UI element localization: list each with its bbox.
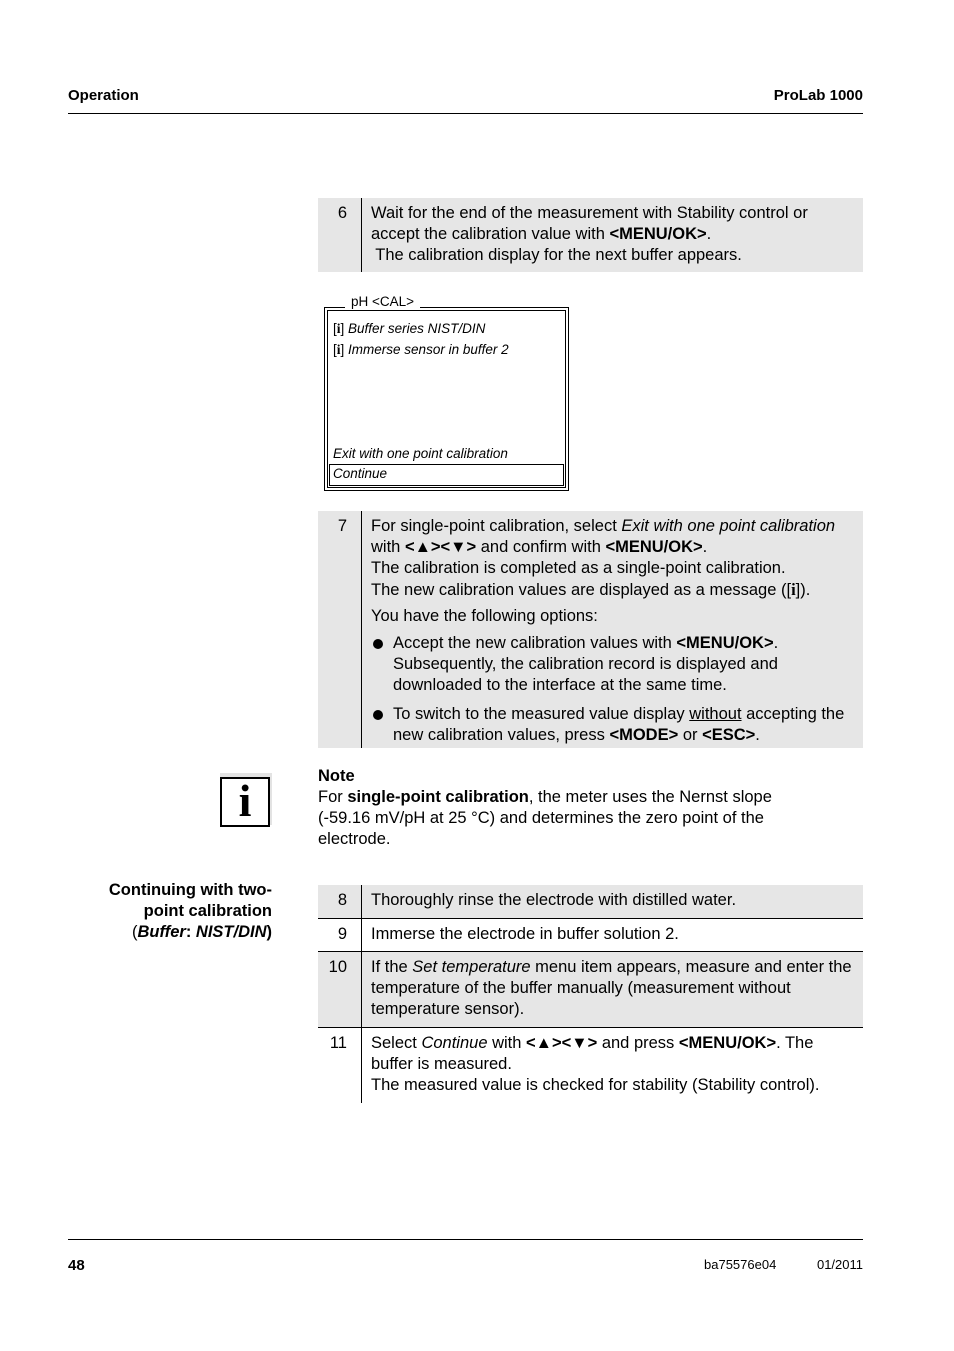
step-10: 10 If the Set temperature menu item appears, measure and enter the temperature of the buffer manually (measurement without temperature sensor). [318,952,863,1028]
step-number: 6 [318,198,362,272]
running-header-left: Operation [68,87,139,104]
device-display [324,294,569,491]
note-heading: Note [318,767,355,785]
option-bullet-accept: Accept the new calibration values with <MENU/OK>. Subsequently, the calibration record is displayed and downloaded to the interface at the same time. [371,633,853,696]
step-11: 11 Select Continue with <▲><▼> and press <MENU/OK>. The buffer is measured. The measured value is checked for stability (Stability control). [318,1028,863,1103]
document-id: ba75576e04 [704,1257,777,1272]
step-number: 11 [318,1028,362,1103]
step-number: 7 [318,511,362,748]
footer-rule [68,1239,863,1240]
display-info-line-2: [i] Immerse sensor in buffer 2 [333,342,509,357]
info-box-icon: i [220,773,272,825]
step-text: Wait for the end of the measurement with Stability control or accept the calibration value with <MENU/OK>. The calibration display for the next buffer appears. [371,204,808,264]
option-bullet-switch: To switch to the measured value display without accepting the new calibration values, press <MODE> or <ESC>. [371,704,853,746]
step-8: 8 Thoroughly rinse the electrode with distilled water. [318,885,863,919]
display-inner-frame [327,310,566,488]
step-number: 9 [318,919,362,951]
bullet-icon [373,710,383,720]
step-6 [318,198,863,272]
display-info-line-1: [i] Buffer series NIST/DIN [333,321,486,336]
display-title: pH <CAL> [345,294,420,309]
step-9: 9 Immerse the electrode in buffer solution 2. [318,919,863,952]
running-header-right: ProLab 1000 [773,87,863,104]
step-text: For single-point calibration, select Exit with one point calibration with <▲><▼> and confirm with <MENU/OK>. The calibration is completed as a single-point calibration. The new calibration values are displayed as a message ([i]). You have the following options: Accept the new calibration values with <MENU/OK>. Subsequently, the calibration record is displayed and downloaded to the interface at the same time. To switch to the measured value display without accepting the new calibration values, press <MODE> or <ESC>. [371,511,863,746]
info-icon: i [336,342,341,357]
bullet-icon [373,639,383,649]
info-icon: i [336,321,341,336]
page-number: 48 [68,1257,85,1274]
step-number: 8 [318,885,362,918]
step-number: 10 [318,952,362,1027]
step-7 [318,511,863,748]
section-margin-heading: Continuing with two- point calibration (Buffer: NIST/DIN) [108,881,272,941]
display-option-continue[interactable]: Continue [329,464,564,486]
info-icon: i [791,580,796,599]
display-option-exit[interactable]: Exit with one point calibration [333,446,508,461]
header-rule [68,113,863,114]
note-block: Note For single-point calibration, the meter uses the Nernst slope (-59.16 mV/pH at 25 °C) and determines the zero point of the electrode. [318,767,772,848]
document-date: 01/2011 [816,1257,863,1272]
